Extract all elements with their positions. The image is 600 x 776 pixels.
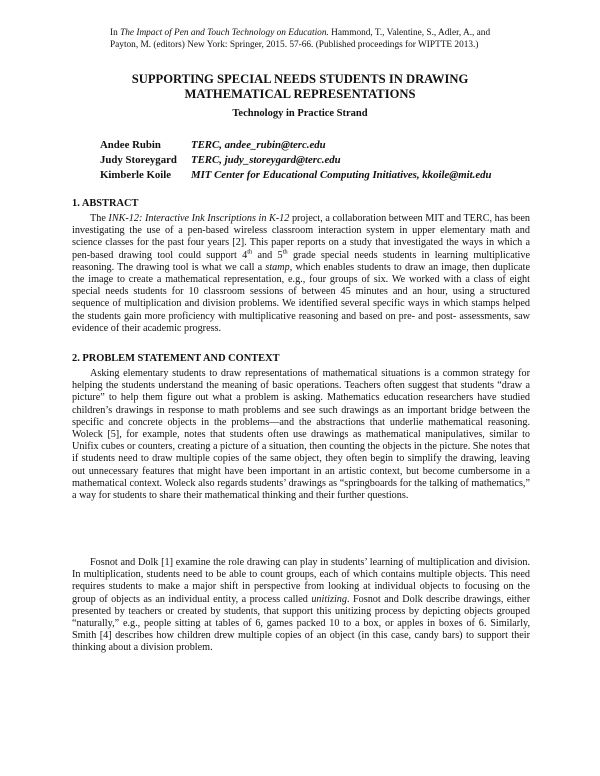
author-row bbox=[100, 168, 492, 183]
author-list bbox=[100, 138, 492, 183]
superscript: th bbox=[247, 248, 253, 256]
citation-book-title: The Impact of Pen and Touch Technology on Education. bbox=[120, 28, 329, 38]
author-row bbox=[100, 138, 492, 153]
section-heading-problem: 2. PROBLEM STATEMENT AND CONTEXT bbox=[72, 353, 280, 364]
text-run: . Fosnot and Dolk describe drawings, either presented by teachers or created by students, that support this unitizing process by depicting objects grouped “naturally,” e.g., people sitting at tables of 6, games packed 10 to a box, or apples in boxes of 6. Similarly, Smith [4] describes how children drew multiple copies of an object (in this case, candy bars) to support their thinking about a division problem. bbox=[72, 593, 530, 654]
stamp-term: stamp bbox=[265, 261, 290, 273]
author-affiliation: TERC, judy_storeygard@terc.edu bbox=[191, 154, 341, 166]
author-name: Judy Storeygard bbox=[100, 154, 177, 166]
superscript: th bbox=[282, 248, 288, 256]
text-run: The bbox=[90, 213, 109, 224]
citation bbox=[110, 27, 530, 51]
citation-authors: Hammond, T., Valentine, S., Adler, A., and bbox=[328, 28, 491, 38]
abstract-paragraph bbox=[72, 213, 530, 335]
author-name: Kimberle Koile bbox=[100, 169, 172, 181]
problem-paragraph-2 bbox=[72, 557, 530, 655]
paper-title bbox=[60, 72, 540, 102]
text-run: grade special needs students in learning multiplicative reasoning. The drawing tool is what we call a bbox=[72, 249, 530, 273]
section-heading-abstract: 1. ABSTRACT bbox=[72, 198, 139, 209]
project-name: INK-12: Interactive Ink Inscriptions in K-12 bbox=[108, 213, 290, 224]
text-run: and 5 bbox=[252, 249, 283, 261]
author-row bbox=[100, 153, 492, 168]
text-run: , which enables students to draw an image, then duplicate the image to create a mathematical representation, e.g., four groups of six. We worked with a class of eight special needs students for 10 classroom sessions of between 45 minutes and an hour, using a structured sequence of multiplication and division problems. We identified several specific ways in which stamps helped the students gain more proficiency with multiplicative reasoning and based on pre- and post- assessments, saw evidence of their academic progress. bbox=[72, 261, 530, 334]
author-affiliation: MIT Center for Educational Computing Initiatives, kkoile@mit.edu bbox=[191, 169, 492, 181]
title-line-1: SUPPORTING SPECIAL NEEDS STUDENTS IN DRAWING bbox=[131, 72, 469, 86]
citation-publication: Payton, M. (editors) New York: Springer, 2015. 57-66. (Published proceedings for WIPTTE 2013.) bbox=[110, 40, 479, 50]
text-run: Fosnot and Dolk [1] examine the role drawing can play in students’ learning of multiplication and division. In multiplication, students need to be able to count groups, each of which contains multiple objects. This need requires students to make a major shift in perspective from looking at individual objects to focusing on the group of objects as an individual entity, a process called bbox=[72, 557, 530, 605]
author-affiliation: TERC, andee_rubin@terc.edu bbox=[191, 139, 326, 151]
title-line-2: MATHEMATICAL REPRESENTATIONS bbox=[184, 87, 416, 101]
citation-prefix: In bbox=[110, 28, 121, 38]
strand-subtitle: Technology in Practice Strand bbox=[232, 108, 368, 119]
author-name: Andee Rubin bbox=[100, 139, 161, 151]
text-run: project, a collaboration between MIT and TERC, has been investigating the use of a pen-based wireless classroom interaction system in upper elementary math and science classes for the past four years [2]. This paper reports on a study that investigated the ways in which a pen-based drawing tool could support 4 bbox=[72, 213, 531, 261]
unitizing-term: unitizing bbox=[311, 593, 347, 605]
problem-paragraph-1: Asking elementary students to draw representations of mathematical situations is a common strategy for helping the students understand the meaning of basic operations. Teachers often suggest that students “draw a picture” to help them figure out what a problem is asking. Mathematics education researchers have studied children’s drawings in response to math problems and see such drawings as an important bridge between the specific and concrete objects in the problems—and the abstractions that underlie mathematical reasoning. Woleck [5], for example, notes that students often use drawings as mathematical manipulatives, similar to Unifix cubes or counters, creating a picture of a situation, then counting the objects in the picture. She notes that if students need to draw multiple copies of the same object, they often begin to simplify the drawing, leaving out unnecessary features that might have been important in an artistic context, but become cumbersome in a mathematical context. Woleck also regards students’ drawings as “springboards for the talking of mathematics,” a way for students to share their mathematical thinking and their further questions. bbox=[72, 368, 530, 502]
